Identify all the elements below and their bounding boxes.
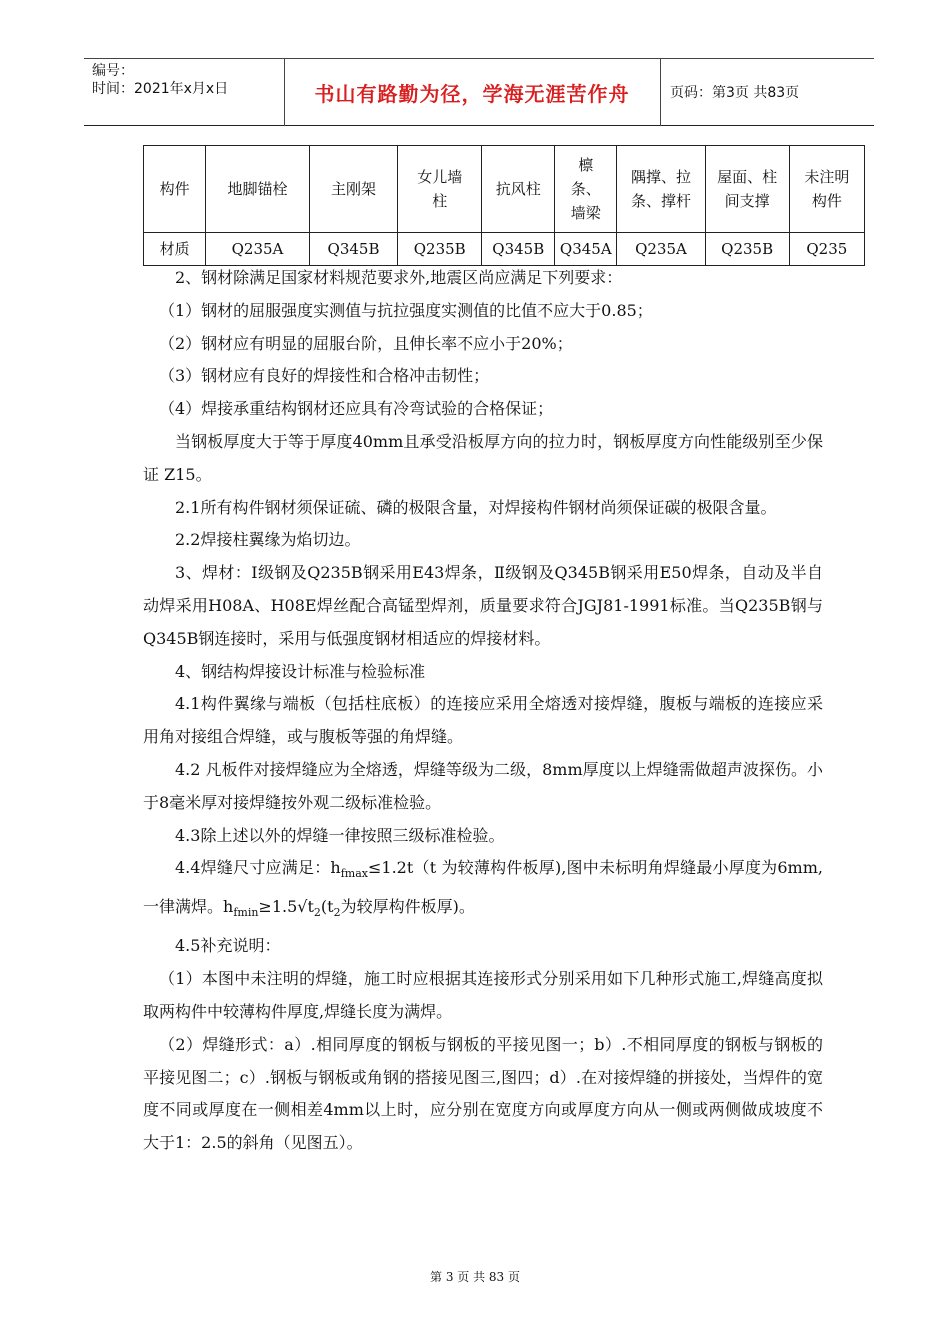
text-run: ≥1.5√t xyxy=(258,897,314,917)
table-cell: Q345B xyxy=(309,233,397,266)
doc-number-label: 编号： xyxy=(92,63,134,79)
table-header-cell: 隅撑、拉条、撑杆 xyxy=(617,146,705,233)
header-top-rule xyxy=(84,58,874,59)
table-cell: Q345B xyxy=(482,233,555,266)
text-run: 4.4焊缝尺寸应满足：h xyxy=(175,858,341,878)
table-header-cell: 主刚架 xyxy=(309,146,397,233)
table-header-cell: 抗风柱 xyxy=(482,146,555,233)
table-cell: Q235A xyxy=(206,233,310,266)
paragraph: （1）本图中未注明的焊缝，施工时应根据其连接形式分别采用如下几种形式施工,焊缝高度拟取两构件中较薄构件厚度,焊缝长度为满焊。 xyxy=(143,969,823,1021)
subscript: 2 xyxy=(313,906,321,920)
paragraph: 当钢板厚度大于等于厚度40mm且承受沿板厚方向的拉力时，钢板厚度方向性能级别至少保证 Z15。 xyxy=(143,431,823,484)
table-header-cell: 屋面、柱间支撑 xyxy=(705,146,789,233)
paragraph: （4）焊接承重结构钢材还应具有冷弯试验的合格保证； xyxy=(159,399,554,419)
table-row xyxy=(144,146,865,233)
table-row xyxy=(144,233,865,266)
paragraph: 4.3除上述以外的焊缝一律按照三级标准检验。 xyxy=(175,825,505,845)
paragraph: （2）焊缝形式：a）.相同厚度的钢板与钢板的平接见图一；b）.不相同厚度的钢板与钢板的平接见图二；c）.钢板与钢板或角钢的搭接见图三,图四；d）.在对接焊缝的拼接处，当焊件的宽度不同或厚度在一侧相差4mm以上时，应分别在宽度方向或厚度方向从一侧或两侧做成坡度不大于1：2.5的斜角（见图五）。 xyxy=(143,1034,823,1153)
table-header-cell: 构件 xyxy=(144,146,206,233)
header-meta xyxy=(92,62,228,98)
page-header xyxy=(84,58,874,126)
table-cell: Q235B xyxy=(398,233,482,266)
paragraph: （2）钢材应有明显的屈服台阶，且伸长率不应小于20%； xyxy=(159,333,573,353)
paragraph: 2、钢材除满足国家材料规范要求外,地震区尚应满足下列要求： xyxy=(175,268,623,287)
text-run: 为较厚构件板厚)。 xyxy=(340,897,475,917)
subscript: fmin xyxy=(233,906,259,920)
table-cell: Q235A xyxy=(617,233,705,266)
document-body xyxy=(143,262,823,1160)
header-bottom-rule xyxy=(84,125,874,126)
paragraph: 4.1构件翼缘与端板（包括柱底板）的连接应采用全熔透对接焊缝，腹板与端板的连接应采用角对接组合焊缝，或与腹板等强的角焊缝。 xyxy=(143,694,823,747)
subscript: fmax xyxy=(340,867,368,881)
text-run: ≤1.2t（t 为较薄构件板厚),图中未标明角焊缝最小厚度为6mm,一律满焊。h xyxy=(143,858,823,917)
doc-time-label: 时间：2021年x月x日 xyxy=(92,81,229,97)
header-motto: 书山有路勤为径，学海无涯苦作舟 xyxy=(314,82,630,106)
table-cell: 材质 xyxy=(144,233,206,266)
table-header-cell: 未注明构件 xyxy=(789,146,864,233)
paragraph: 4.5补充说明： xyxy=(175,936,281,956)
header-divider-right xyxy=(660,58,661,126)
table-cell: Q345A xyxy=(555,233,617,266)
material-table xyxy=(143,145,865,266)
paragraph: （3）钢材应有良好的焊接性和合格冲击韧性； xyxy=(159,366,490,386)
paragraph: 4、钢结构焊接设计标准与检验标准 xyxy=(175,661,426,681)
paragraph: （1）钢材的屈服强度实测值与抗拉强度实测值的比值不应大于0.85； xyxy=(159,300,653,320)
table-cell: Q235B xyxy=(705,233,789,266)
text-run: (t xyxy=(320,897,334,917)
paragraph: 2.1所有构件钢材须保证硫、磷的极限含量，对焊接构件钢材尚须保证碳的极限含量。 xyxy=(175,497,777,517)
header-page-info: 页码：第3页 共83页 xyxy=(670,85,800,101)
page-footer: 第 3 页 共 83 页 xyxy=(430,1270,520,1284)
header-divider-left xyxy=(284,58,285,126)
paragraph: 2.2焊接柱翼缘为焰切边。 xyxy=(175,530,361,550)
paragraph-weld-size xyxy=(143,852,823,930)
table-header-cell: 檩条、墙梁 xyxy=(555,146,617,233)
subscript: 2 xyxy=(333,906,341,920)
paragraph: 3、焊材：Ⅰ级钢及Q235B钢采用E43焊条，Ⅱ级钢及Q345B钢采用E50焊条，自动及半自动焊采用H08A、H08E焊丝配合高锰型焊剂，质量要求符合JGJ81-1991标准。当Q235B钢与Q345B钢连接时，采用与低强度钢材相适应的焊接材料。 xyxy=(143,563,823,648)
table-header-cell: 地脚锚栓 xyxy=(206,146,310,233)
table-cell: Q235 xyxy=(789,233,864,266)
table-header-cell: 女儿墙柱 xyxy=(398,146,482,233)
paragraph: 4.2 凡板件对接焊缝应为全熔透，焊缝等级为二级，8mm厚度以上焊缝需做超声波探伤。小于8毫米厚对接焊缝按外观二级标准检验。 xyxy=(143,759,823,812)
